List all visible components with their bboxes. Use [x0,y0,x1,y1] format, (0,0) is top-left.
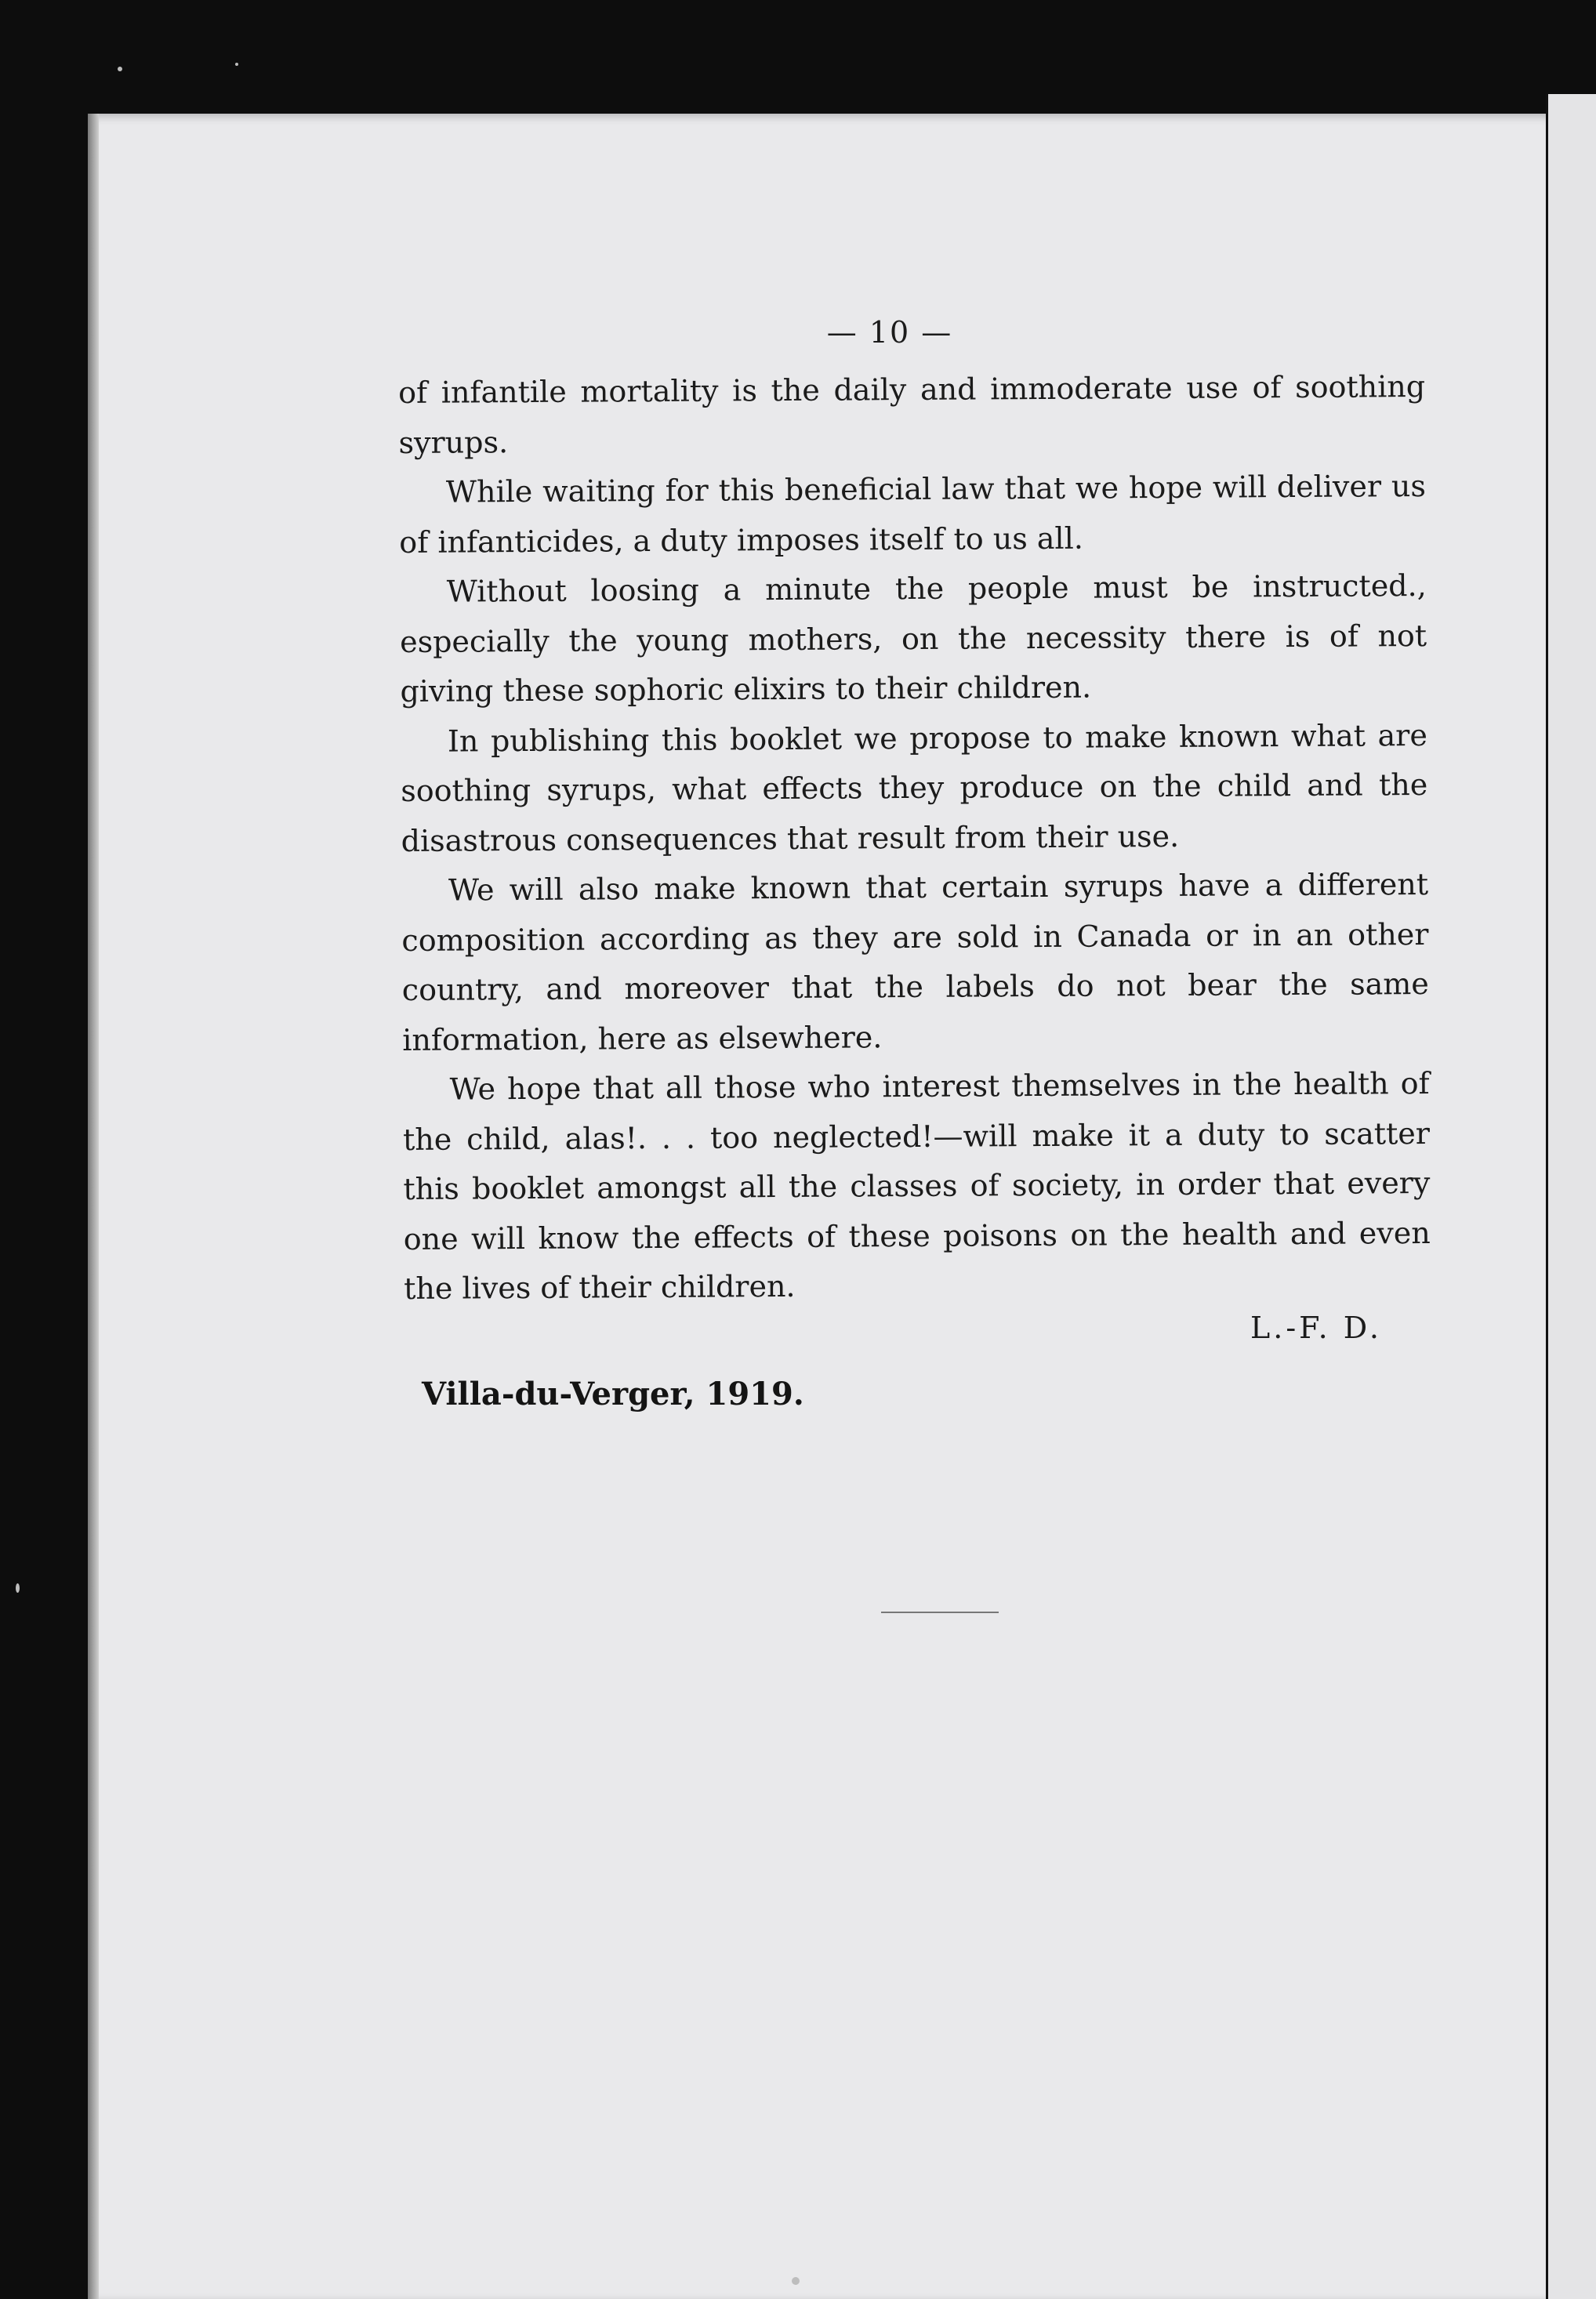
closing-rule [881,1612,999,1613]
paragraph: We hope that all those who interest themselves in the health of the child, alas!. . . too neglected!—will make it a duty to scatter this booklet amongst all the classes of society, in order that every one will know the effects of these poisons on the health and even the lives of their children. [402,1065,1431,1306]
paragraph: We will also make known that certain syrups have a different composition according as they are sold in Canada or in an other country, and moreover that the labels do not bear the same information, here as elsewhere. [401,866,1429,1057]
dust-speck [118,67,122,71]
paragraph: Without loosing a minute the people must be instructed., especially the young mothers, on the necessity there is of not giving these sophoric elixirs to their children. [399,567,1427,709]
dust-speck [16,1583,20,1593]
body-text [398,362,1431,1314]
adjacent-page-strip [1548,94,1596,2299]
author-signature: L.-F. D. [1250,1311,1382,1345]
page-edge [88,114,99,2299]
dust-speck [235,63,238,66]
paragraph: In publishing this booklet we propose to make known what are soothing syrups, what effects they produce on the child and the disastrous consequences that result from their use. [401,717,1428,858]
place-date-line: Villa-du-Verger, 1919. [422,1376,804,1412]
dust-speck [792,2277,800,2285]
paragraph: While waiting for this beneficial law that we hope will deliver us of infanticides, a duty imposes itself to us all. [399,468,1427,560]
page-number: — 10 — [826,315,953,350]
paragraph: of infantile mortality is the daily and immoderate use of soothing syrups. [398,368,1426,460]
